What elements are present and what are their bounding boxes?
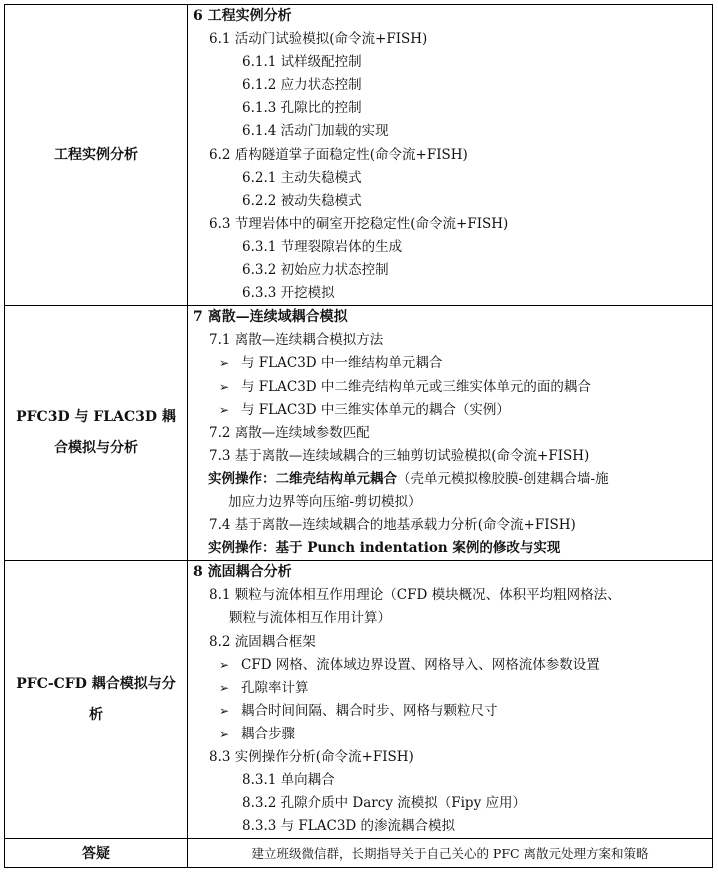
example-operation-text: （壳单元模拟橡胶膜-创建耦合墙-施 — [397, 470, 609, 487]
section-content-cell — [188, 561, 713, 839]
answer-content-cell: 建立班级微信群，长期指导关于自己关心的 PFC 离散元处理方案和策略 — [188, 839, 713, 868]
subsection-item: 7.2 离散—连续域参数匹配 — [209, 424, 370, 441]
subsubsection-item: 6.2.1 主动失稳模式 — [242, 169, 362, 186]
bullet-text: 耦合时间间隔、耦合时步、网格与颗粒尺寸 — [241, 702, 498, 719]
bullet-text: CFD 网格、流体域边界设置、网格导入、网格流体参数设置 — [241, 656, 600, 673]
subsection-item: 8.3 实例操作分析(命令流+FISH) — [209, 749, 414, 765]
subsection-item: 7.1 离散—连续耦合模拟方法 — [209, 332, 384, 349]
subsubsection-item: 6.3.2 初始应力状态控制 — [242, 262, 389, 279]
bullet-item — [188, 677, 712, 700]
bullet-item — [188, 352, 712, 375]
arrow-bullet-icon: ➢ — [219, 726, 230, 741]
bullet-item — [188, 700, 712, 723]
section-row — [5, 306, 713, 561]
subsubsection-item: 6.3.1 节理裂隙岩体的生成 — [242, 238, 403, 255]
subsection-item: 6.2 盾构隧道掌子面稳定性(命令流+FISH) — [209, 146, 468, 163]
arrow-bullet-icon: ➢ — [219, 356, 230, 371]
bullet-text: 耦合步骤 — [241, 725, 295, 742]
section-title-cell: PFC-CFD 耦合模拟与分析 — [5, 561, 188, 839]
section-title-cell: 工程实例分析 — [5, 5, 188, 306]
example-operation — [188, 468, 712, 491]
subsection-continuation: 颗粒与流体相互作用计算） — [229, 610, 391, 627]
subsection-item: 8.2 流固耦合框架 — [209, 633, 316, 650]
section-title-cell: PFC3D 与 FLAC3D 耦合模拟与分析 — [5, 306, 188, 561]
subsubsection-item: 8.3.1 单向耦合 — [242, 772, 335, 789]
bullet-text: 孔隙率计算 — [241, 679, 309, 696]
answer-title-cell: 答疑 — [5, 839, 188, 868]
chapter-heading: 8 流固耦合分析 — [193, 564, 292, 581]
section-content-cell — [188, 5, 713, 306]
subsubsection-item: 6.2.2 被动失稳模式 — [242, 192, 362, 209]
arrow-bullet-icon: ➢ — [219, 402, 230, 417]
bullet-item — [188, 399, 712, 422]
subsubsection-item: 6.1.4 活动门加载的实现 — [242, 123, 389, 140]
section-content-cell — [188, 306, 713, 561]
example-operation-label: 实例操作：二维壳结构单元耦合 — [208, 470, 397, 487]
arrow-bullet-icon: ➢ — [219, 657, 230, 672]
bullet-item — [188, 723, 712, 746]
subsubsection-item: 6.1.2 应力状态控制 — [242, 77, 362, 94]
bullet-text: 与 FLAC3D 中三维实体单元的耦合（实例） — [241, 401, 510, 418]
answer-row — [5, 839, 713, 868]
subsection-item: 6.1 活动门试验模拟(命令流+FISH) — [209, 31, 428, 48]
bullet-text: 与 FLAC3D 中一维结构单元耦合 — [241, 355, 443, 372]
bullet-item — [188, 654, 712, 677]
subsubsection-item: 6.3.3 开挖模拟 — [242, 285, 335, 302]
subsection-item: 6.3 节理岩体中的硐室开挖稳定性(命令流+FISH) — [209, 215, 509, 232]
subsection-item: 8.1 颗粒与流体相互作用理论（CFD 模块概况、体积平均粗网格法、 — [209, 587, 621, 604]
arrow-bullet-icon: ➢ — [219, 680, 230, 695]
subsubsection-item: 6.1.3 孔隙比的控制 — [242, 100, 362, 117]
subsection-item: 7.3 基于离散—连续域耦合的三轴剪切试验模拟(命令流+FISH) — [209, 447, 590, 464]
subsubsection-item: 8.3.2 孔隙介质中 Darcy 流模拟（Fipy 应用） — [242, 795, 526, 812]
arrow-bullet-icon: ➢ — [219, 703, 230, 718]
bullet-item — [188, 376, 712, 399]
subsection-item: 7.4 基于离散—连续域耦合的地基承载力分析(命令流+FISH) — [209, 517, 576, 534]
chapter-heading: 7 离散—连续域耦合模拟 — [193, 309, 348, 326]
section-row — [5, 5, 713, 306]
section-row — [5, 561, 713, 839]
subsubsection-item: 6.1.1 试样级配控制 — [242, 54, 362, 71]
subsubsection-item: 8.3.3 与 FLAC3D 的渗流耦合模拟 — [242, 818, 456, 835]
arrow-bullet-icon: ➢ — [219, 379, 230, 394]
example-operation: 实例操作：基于 Punch indentation 案例的修改与实现 — [208, 540, 561, 557]
course-outline-table — [4, 4, 713, 868]
bullet-text: 与 FLAC3D 中二维壳结构单元或三维实体单元的面的耦合 — [241, 378, 591, 395]
chapter-heading: 6 工程实例分析 — [193, 8, 292, 24]
example-operation-continuation: 加应力边界等向压缩-剪切模拟） — [228, 493, 422, 510]
